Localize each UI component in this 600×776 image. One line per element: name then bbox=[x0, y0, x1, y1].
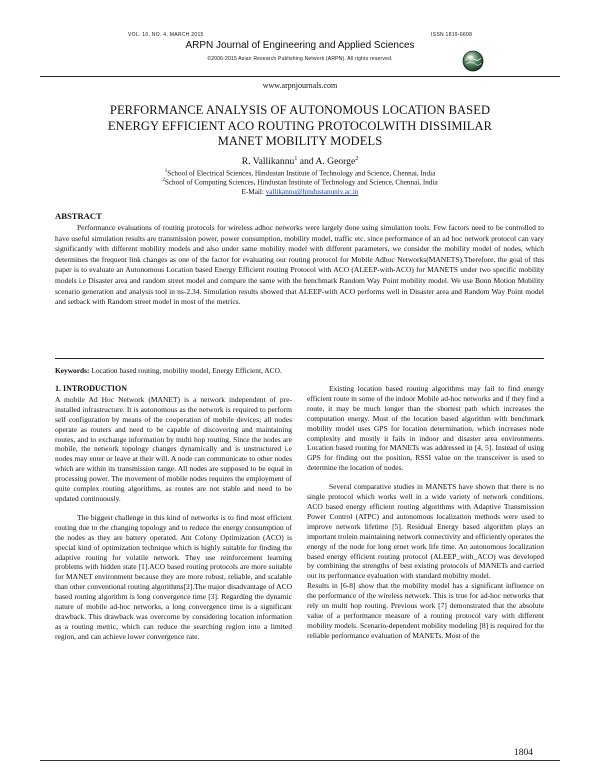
author-name: R. Vallikannu bbox=[241, 156, 295, 168]
journal-name: ARPN Journal of Engineering and Applied Sciences bbox=[185, 40, 415, 51]
email-link[interactable]: vallikannu@hindustanuniv.ac.in bbox=[265, 188, 359, 196]
keywords bbox=[55, 366, 282, 375]
paper-title bbox=[78, 103, 522, 150]
left-column bbox=[55, 384, 292, 642]
section-heading: 1. INTRODUCTION bbox=[55, 384, 128, 393]
issn: ISSN 1819-6608 bbox=[431, 32, 473, 38]
paragraph: Several comparative studies in MANETS have shown that there is no single protocol which works well in a wide variety of network conditions. ACO based energy efficient routing algorithms with Adaptive Transmission Power Control (ATPC) and autonomous localization methods were used to improve network lifetime [5]. Residual Energy based algorithm plays an important trolein maintaining network connectivity and efficiently operates the energy of the node for long ernet work life time. An autonomous localization based energy efficient routing protocol (ALEEP_with_ACO) was developed by combining the strengths of best existing protocols of MANETs and carried out its performance evaluation with standard mobility model. bbox=[307, 482, 544, 581]
page-number: 1804 bbox=[514, 748, 533, 758]
journal-url[interactable]: www.arpnjournals.com bbox=[262, 81, 338, 90]
abstract-text: Performance evaluations of routing protocols for wireless adhoc networks were largely done using simulation tools. Few factors need to be controlled to have useful simulation results are transmission power, power consumption, mobility model, traffic etc. since performance of an ad hoc network protocol can vary significantly with different mobility models and also under same mobility model with different parameters, we consider the mobility model of nodes, which determines the frequent link changes as one of the factor for evaluating our routing protocol for Mobile Adhoc Networks(MANETS).Therefore, the goal of this paper is to evaluate an Autonomous Location based Energy Efficient routing Protocol with ACO (ALEEP-with-ACO) for MANETS under two specific mobility models i.e Disaster area and random street model and compare the same with the benchmark Random Way Point mobility model. We use Bonn Motion Mobility scenario generation and analysis tool in ns-2.34. Simulation results showed that ALEEP-with ACO performs well in Disaster area and Random Way Point model and setback with Random street model in most of the metrics. bbox=[55, 223, 544, 307]
email-line bbox=[0, 188, 600, 196]
author-sup: 2 bbox=[355, 156, 359, 162]
volume-info: VOL. 10, NO. 4, MARCH 2015 bbox=[128, 32, 204, 38]
right-column bbox=[307, 384, 544, 641]
affiliation bbox=[0, 169, 600, 177]
paragraph: A mobile Ad Hoc Network (MANET) is a network independent of pre-installed infrastructure. It is autonomous as the network is required to perform self configuration by means of the cooperation of mobile devices; all nodes operate as routers and need to be capable of discovering and maintaining routes, and to exchange information by multi hop routing. Since the nodes are mobile, the network topology changes dynamically and is unstructured i.e nodes may enter or leave at their will. A node can communicate to other nodes which are within its transmission range. All nodes are supposed to be equal in processing power. The movement of mobile nodes requires the employment of quite complex routing algorithms, as routes are not stable and need to be updated continuously. bbox=[55, 394, 292, 503]
paragraph: Results in [6-8] show that the mobility model has a significant influence on the performance of the wireless network. This is true for ad-hoc networks that rely on multi hop routing. Previous work [7] demonstrated that the absolute value of a performance measure of a routing protocol vary with different mobility models. Scenario-dependent mobility modeling [8] is required for the reliable performance evaluation of MANETs. Most of the bbox=[307, 581, 544, 640]
affiliation-sup: 1 bbox=[164, 169, 168, 174]
author-name: A. George bbox=[315, 156, 356, 168]
author-and: and bbox=[297, 156, 316, 168]
affiliation-text: School of Computing Sciences, Hindustan Institute of Technology and Science, Chennai, India bbox=[164, 178, 438, 187]
arpn-globe-logo-icon bbox=[462, 50, 484, 72]
footer-rule bbox=[40, 760, 560, 761]
abstract-heading: ABSTRACT bbox=[55, 211, 102, 221]
paragraph: Existing location based routing algorithms may fail to find energy efficient route in some of the indoor Mobile ad-hoc networks and if they find a route, it may be much longer than the shortest path which increases the computation energy. Most of the location based algorithm with benchmark mobility model uses GPS for location determination, which increases node complexity and mostly it fails in indoor and disaster area environments. Location based routing for MANETs was addressed in [4, 5]. Instead of using GPS for finding out the position, RSSI value on the transceiver is used to determine the location of nodes. bbox=[307, 384, 544, 473]
author-sup: 1 bbox=[294, 156, 298, 162]
title-line: ENERGY EFFICIENT ACO ROUTING PROTOCOLWITH DISSIMILAR bbox=[107, 118, 493, 133]
affiliation bbox=[0, 178, 600, 186]
affiliation-sup: 2 bbox=[162, 178, 165, 183]
copyright-notice: ©2006-2015 Asian Research Publishing Network (ARPN). All rights reserved. bbox=[207, 56, 393, 62]
title-line: MANET MOBILITY MODELS bbox=[217, 134, 383, 148]
title-line: PERFORMANCE ANALYSIS OF AUTONOMOUS LOCATION BASED bbox=[109, 103, 491, 117]
header-rule bbox=[40, 76, 560, 77]
affiliation-text: School of Electrical Sciences, Hindustan Institute of Technology and Science, Chennai, India bbox=[167, 169, 436, 178]
abstract-rule bbox=[55, 358, 544, 359]
keywords-text: Location based routing, mobility model, Energy Efficient, ACO. bbox=[89, 366, 282, 375]
keywords-label: Keywords: bbox=[55, 366, 90, 375]
email-label: E-Mail: bbox=[241, 188, 266, 196]
authors bbox=[0, 156, 600, 167]
paragraph: The biggest challenge in this kind of networks is to find most efficient routing due to the changing topology and to reduce the energy consumption of the nodes as they are battery operated. Ant Colony Optimization (ACO) is special kind of optimization technique which is highly suitable for finding the adaptive routing for volatile network. They use reinforcement learning problems with hidden state [1].ACO based routing protocols are more suitable for MANET environment because they are more robust, reliable, and scalable than other conventional routing algorithms[2].The major disadvantage of ACO based routing algorithm is long convergence time [3]. Regarding the dynamic nature of mobile ad-hoc networks, a long convergence time is a significant drawback. This drawback was overcome by considering location information as a routing metric, which can reduce the searching region into a limited region, and can achieve lower convergence rate. bbox=[55, 512, 292, 641]
